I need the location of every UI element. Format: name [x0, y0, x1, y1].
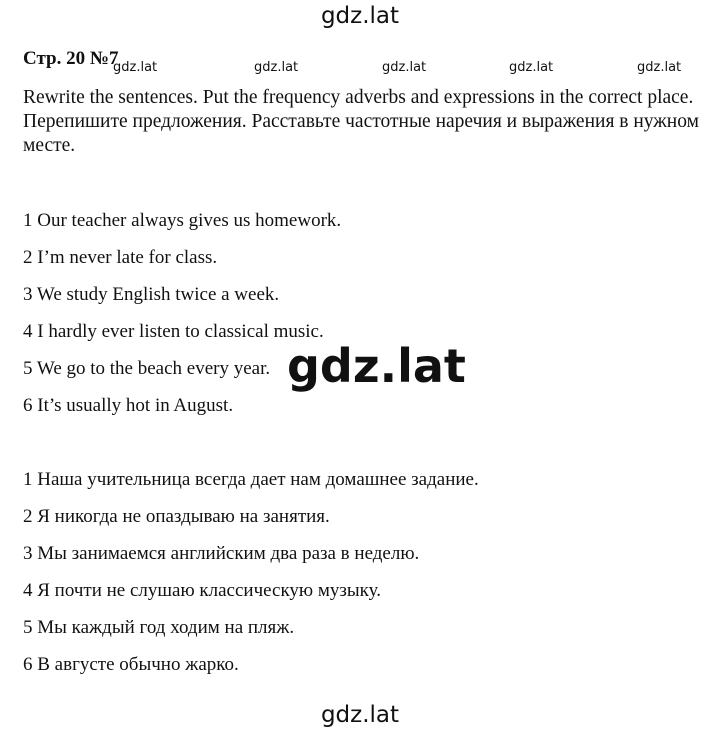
watermark-bottom: gdz.lat — [320, 702, 400, 728]
russian-sentence: 5 Мы каждый год ходим на пляж. — [23, 617, 295, 638]
watermark-row-item: gdz.lat — [254, 60, 299, 75]
russian-sentence: 1 Наша учительница всегда дает нам домашнее задание. — [23, 469, 479, 490]
watermark-row-item: gdz.lat — [637, 60, 682, 75]
watermark-row-item: gdz.lat — [382, 60, 427, 75]
english-sentence: 5 We go to the beach every year. — [23, 358, 271, 379]
russian-sentence: 2 Я никогда не опаздываю на занятия. — [23, 506, 330, 527]
watermark-row-item: gdz.lat — [113, 60, 158, 75]
task-instructions: Rewrite the sentences. Put the frequency adverbs and expressions in the correct place. Перепишите предложения. Расставьте частотные наречия и выражения в нужном месте. — [23, 87, 699, 156]
russian-sentence: 4 Я почти не слушаю классическую музыку. — [23, 580, 381, 601]
english-sentence: 1 Our teacher always gives us homework. — [23, 210, 342, 231]
english-sentence: 4 I hardly ever listen to classical music. — [23, 321, 324, 342]
russian-sentence: 6 В августе обычно жарко. — [23, 654, 239, 675]
english-sentence: 6 It’s usually hot in August. — [23, 395, 234, 416]
english-sentence: 3 We study English twice a week. — [23, 284, 280, 305]
watermark-row-item: gdz.lat — [509, 60, 554, 75]
watermark-top: gdz.lat — [320, 3, 400, 29]
watermark-center: gdz.lat — [287, 339, 466, 393]
russian-sentence: 3 Мы занимаемся английским два раза в неделю. — [23, 543, 420, 564]
english-sentence: 2 I’m never late for class. — [23, 247, 218, 268]
page-heading: Стр. 20 №7 — [23, 48, 119, 69]
